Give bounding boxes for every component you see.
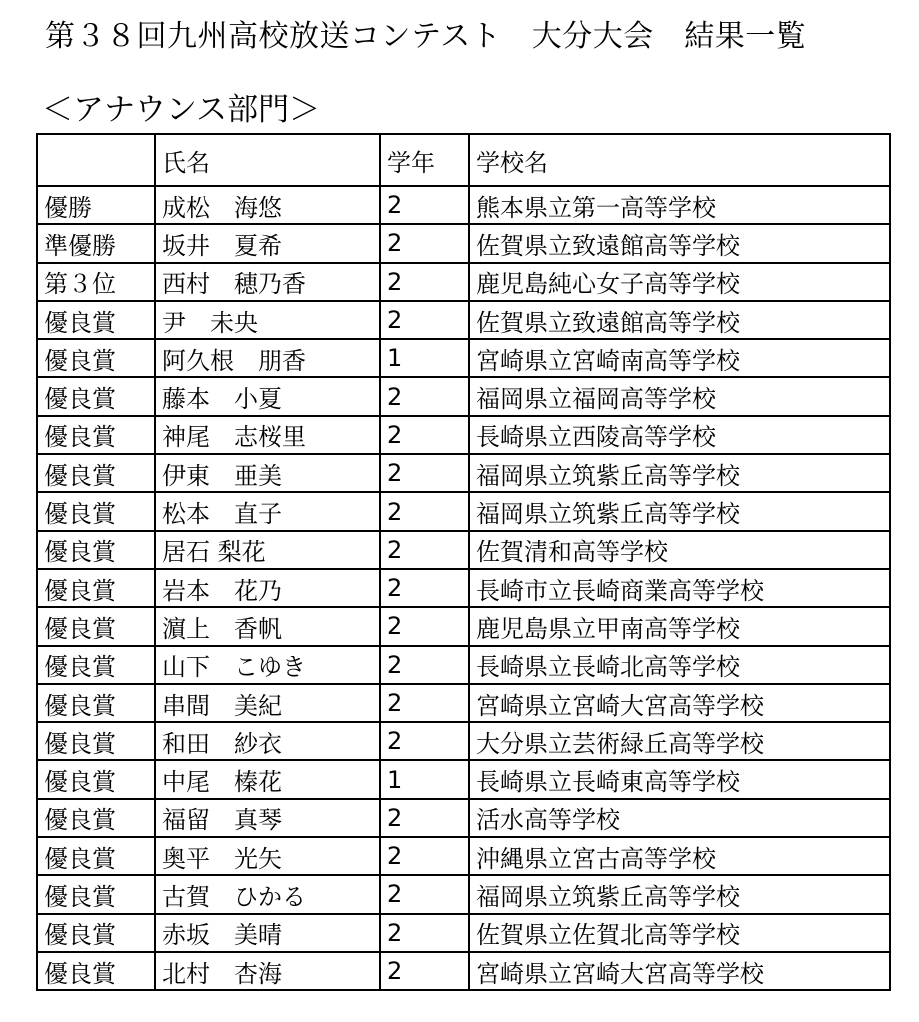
school-cell: 沖縄県立宮古高等学校 [469,837,890,875]
grade-cell: 2 [380,454,469,492]
grade-cell: 2 [380,837,469,875]
award-cell: 優良賞 [37,684,155,722]
school-cell: 佐賀県立致遠館高等学校 [469,224,890,262]
school-cell: 活水高等学校 [469,799,890,837]
section-heading: ＜アナウンス部門＞ [42,92,321,128]
award-cell: 優良賞 [37,339,155,377]
name-cell: 藤本 小夏 [155,377,380,415]
grade-cell: 2 [380,377,469,415]
grade-cell: 2 [380,952,469,990]
table-row [37,875,890,913]
school-cell: 福岡県立福岡高等学校 [469,377,890,415]
table-row [37,569,890,607]
school-cell: 宮崎県立宮崎南高等学校 [469,339,890,377]
grade-cell: 2 [380,646,469,684]
award-cell: 優良賞 [37,875,155,913]
school-cell: 福岡県立筑紫丘高等学校 [469,454,890,492]
name-cell: 古賀 ひかる [155,875,380,913]
header-name: 氏名 [155,134,380,186]
name-cell: 和田 紗衣 [155,722,380,760]
table-row [37,914,890,952]
award-cell: 優良賞 [37,531,155,569]
name-cell: 尹 未央 [155,301,380,339]
award-cell: 準優勝 [37,224,155,262]
grade-cell: 2 [380,301,469,339]
award-cell: 優良賞 [37,799,155,837]
table-row [37,799,890,837]
grade-cell: 2 [380,684,469,722]
table-row [37,646,890,684]
school-cell: 長崎市立長崎商業高等学校 [469,569,890,607]
award-cell: 優良賞 [37,607,155,645]
school-cell: 長崎県立長崎東高等学校 [469,760,890,798]
school-cell: 鹿児島県立甲南高等学校 [469,607,890,645]
award-cell: 優良賞 [37,914,155,952]
school-cell: 福岡県立筑紫丘高等学校 [469,875,890,913]
table-row [37,531,890,569]
table-header-row [37,134,890,186]
name-cell: 岩本 花乃 [155,569,380,607]
name-cell: 阿久根 朋香 [155,339,380,377]
award-cell: 優良賞 [37,952,155,990]
award-cell: 優良賞 [37,837,155,875]
school-cell: 佐賀清和高等学校 [469,531,890,569]
name-cell: 山下 こゆき [155,646,380,684]
school-cell: 熊本県立第一高等学校 [469,186,890,224]
award-cell: 優良賞 [37,569,155,607]
name-cell: 松本 直子 [155,492,380,530]
school-cell: 長崎県立西陵高等学校 [469,416,890,454]
school-cell: 宮崎県立宮崎大宮高等学校 [469,952,890,990]
name-cell: 北村 杏海 [155,952,380,990]
school-cell: 佐賀県立佐賀北高等学校 [469,914,890,952]
grade-cell: 2 [380,492,469,530]
table-row [37,186,890,224]
name-cell: 伊東 亜美 [155,454,380,492]
grade-cell: 1 [380,760,469,798]
table-row [37,760,890,798]
table-row [37,492,890,530]
award-cell: 優良賞 [37,301,155,339]
name-cell: 坂井 夏希 [155,224,380,262]
school-cell: 佐賀県立致遠館高等学校 [469,301,890,339]
table-row [37,416,890,454]
grade-cell: 1 [380,339,469,377]
school-cell: 長崎県立長崎北高等学校 [469,646,890,684]
school-cell: 宮崎県立宮崎大宮高等学校 [469,684,890,722]
header-award [37,134,155,186]
grade-cell: 2 [380,531,469,569]
name-cell: 成松 海悠 [155,186,380,224]
table-row [37,224,890,262]
grade-cell: 2 [380,799,469,837]
name-cell: 中尾 榛花 [155,760,380,798]
results-table [36,133,891,991]
award-cell: 優良賞 [37,760,155,798]
grade-cell: 2 [380,416,469,454]
grade-cell: 2 [380,186,469,224]
award-cell: 優勝 [37,186,155,224]
table-row [37,454,890,492]
table-row [37,837,890,875]
grade-cell: 2 [380,722,469,760]
award-cell: 優良賞 [37,454,155,492]
name-cell: 濵上 香帆 [155,607,380,645]
table-row [37,377,890,415]
award-cell: 優良賞 [37,416,155,454]
table-row [37,722,890,760]
name-cell: 奥平 光矢 [155,837,380,875]
name-cell: 福留 真琴 [155,799,380,837]
grade-cell: 2 [380,875,469,913]
grade-cell: 2 [380,224,469,262]
school-cell: 福岡県立筑紫丘高等学校 [469,492,890,530]
name-cell: 串間 美紀 [155,684,380,722]
award-cell: 優良賞 [37,492,155,530]
document-title: 第３８回九州高校放送コンテスト 大分大会 結果一覧 [45,19,807,54]
table-row [37,952,890,990]
table-row [37,301,890,339]
name-cell: 神尾 志桜里 [155,416,380,454]
award-cell: 優良賞 [37,377,155,415]
award-cell: 第３位 [37,263,155,301]
grade-cell: 2 [380,914,469,952]
name-cell: 西村 穂乃香 [155,263,380,301]
name-cell: 赤坂 美晴 [155,914,380,952]
school-cell: 鹿児島純心女子高等学校 [469,263,890,301]
school-cell: 大分県立芸術緑丘高等学校 [469,722,890,760]
award-cell: 優良賞 [37,722,155,760]
name-cell: 居石 梨花 [155,531,380,569]
grade-cell: 2 [380,263,469,301]
grade-cell: 2 [380,569,469,607]
table-row [37,263,890,301]
table-row [37,684,890,722]
grade-cell: 2 [380,607,469,645]
award-cell: 優良賞 [37,646,155,684]
header-school: 学校名 [469,134,890,186]
table-row [37,607,890,645]
header-grade: 学年 [380,134,469,186]
table-row [37,339,890,377]
